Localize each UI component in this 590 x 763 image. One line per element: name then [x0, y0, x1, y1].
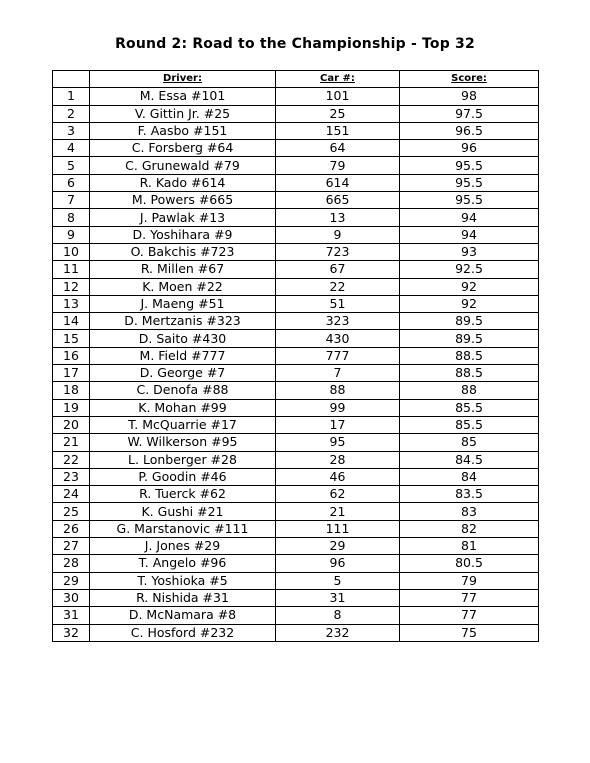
table-row	[53, 520, 539, 537]
car-number-cell: 25	[276, 105, 400, 122]
driver-cell: J. Maeng #51	[90, 295, 276, 312]
score-cell: 94	[400, 226, 539, 243]
rank-cell: 4	[53, 140, 90, 157]
driver-column-header: Driver:	[90, 71, 276, 88]
car-number-cell: 13	[276, 209, 400, 226]
car-number-cell: 5	[276, 572, 400, 589]
score-cell: 94	[400, 209, 539, 226]
car-number-cell: 67	[276, 261, 400, 278]
car-number-cell: 101	[276, 88, 400, 105]
table-row	[53, 555, 539, 572]
table-row	[53, 243, 539, 260]
table-row	[53, 174, 539, 191]
car-number-cell: 96	[276, 555, 400, 572]
driver-cell: K. Mohan #99	[90, 399, 276, 416]
rank-cell: 6	[53, 174, 90, 191]
rank-cell: 10	[53, 243, 90, 260]
rank-cell: 32	[53, 624, 90, 641]
rank-cell: 16	[53, 347, 90, 364]
rank-cell: 25	[53, 503, 90, 520]
table-row	[53, 140, 539, 157]
car-number-cell: 8	[276, 607, 400, 624]
table-row	[53, 261, 539, 278]
score-cell: 89.5	[400, 313, 539, 330]
car-number-cell: 46	[276, 468, 400, 485]
rank-cell: 2	[53, 105, 90, 122]
page-title: Round 2: Road to the Championship - Top 32	[115, 36, 475, 52]
driver-cell: J. Jones #29	[90, 538, 276, 555]
driver-cell: R. Tuerck #62	[90, 486, 276, 503]
car-number-column-header: Car #:	[276, 71, 400, 88]
table-row	[53, 572, 539, 589]
driver-cell: T. Yoshioka #5	[90, 572, 276, 589]
driver-cell: K. Moen #22	[90, 278, 276, 295]
driver-cell: D. George #7	[90, 365, 276, 382]
score-cell: 82	[400, 520, 539, 537]
table-row	[53, 209, 539, 226]
car-number-cell: 64	[276, 140, 400, 157]
driver-cell: C. Hosford #232	[90, 624, 276, 641]
car-number-cell: 430	[276, 330, 400, 347]
score-cell: 96	[400, 140, 539, 157]
driver-cell: M. Field #777	[90, 347, 276, 364]
driver-cell: V. Gittin Jr. #25	[90, 105, 276, 122]
rank-cell: 29	[53, 572, 90, 589]
score-cell: 95.5	[400, 174, 539, 191]
rank-cell: 23	[53, 468, 90, 485]
score-cell: 84.5	[400, 451, 539, 468]
table-row	[53, 382, 539, 399]
rank-cell: 14	[53, 313, 90, 330]
score-cell: 97.5	[400, 105, 539, 122]
table-row	[53, 451, 539, 468]
table-row	[53, 88, 539, 105]
table-row	[53, 313, 539, 330]
driver-cell: G. Marstanovic #111	[90, 520, 276, 537]
score-cell: 98	[400, 88, 539, 105]
rank-cell: 13	[53, 295, 90, 312]
driver-cell: P. Goodin #46	[90, 468, 276, 485]
score-cell: 88.5	[400, 365, 539, 382]
rank-column-header	[53, 71, 90, 88]
rank-cell: 24	[53, 486, 90, 503]
rank-cell: 5	[53, 157, 90, 174]
rank-cell: 27	[53, 538, 90, 555]
car-number-cell: 99	[276, 399, 400, 416]
rank-cell: 21	[53, 434, 90, 451]
rank-cell: 26	[53, 520, 90, 537]
results-body	[53, 88, 539, 642]
score-cell: 85	[400, 434, 539, 451]
score-cell: 92.5	[400, 261, 539, 278]
score-cell: 81	[400, 538, 539, 555]
rank-cell: 22	[53, 451, 90, 468]
car-number-cell: 88	[276, 382, 400, 399]
car-number-cell: 21	[276, 503, 400, 520]
table-row	[53, 607, 539, 624]
score-cell: 88	[400, 382, 539, 399]
car-number-cell: 28	[276, 451, 400, 468]
table-row	[53, 157, 539, 174]
driver-cell: C. Forsberg #64	[90, 140, 276, 157]
driver-cell: C. Grunewald #79	[90, 157, 276, 174]
score-cell: 79	[400, 572, 539, 589]
score-cell: 93	[400, 243, 539, 260]
driver-cell: O. Bakchis #723	[90, 243, 276, 260]
car-number-cell: 9	[276, 226, 400, 243]
driver-cell: M. Essa #101	[90, 88, 276, 105]
table-row	[53, 330, 539, 347]
rank-cell: 1	[53, 88, 90, 105]
score-cell: 77	[400, 589, 539, 606]
score-cell: 77	[400, 607, 539, 624]
driver-cell: W. Wilkerson #95	[90, 434, 276, 451]
rank-cell: 3	[53, 122, 90, 139]
table-row	[53, 589, 539, 606]
driver-cell: M. Powers #665	[90, 192, 276, 209]
score-cell: 95.5	[400, 157, 539, 174]
rank-cell: 11	[53, 261, 90, 278]
table-row	[53, 624, 539, 641]
table-row	[53, 503, 539, 520]
car-number-cell: 51	[276, 295, 400, 312]
table-row	[53, 295, 539, 312]
score-cell: 88.5	[400, 347, 539, 364]
car-number-cell: 111	[276, 520, 400, 537]
rank-cell: 19	[53, 399, 90, 416]
rank-cell: 20	[53, 416, 90, 433]
rank-cell: 7	[53, 192, 90, 209]
table-row	[53, 486, 539, 503]
driver-cell: K. Gushi #21	[90, 503, 276, 520]
car-number-cell: 22	[276, 278, 400, 295]
score-cell: 83.5	[400, 486, 539, 503]
score-cell: 85.5	[400, 399, 539, 416]
score-cell: 83	[400, 503, 539, 520]
table-row	[53, 278, 539, 295]
score-cell: 85.5	[400, 416, 539, 433]
score-cell: 80.5	[400, 555, 539, 572]
table-row	[53, 192, 539, 209]
car-number-cell: 232	[276, 624, 400, 641]
score-cell: 96.5	[400, 122, 539, 139]
rank-cell: 15	[53, 330, 90, 347]
rank-cell: 9	[53, 226, 90, 243]
driver-cell: C. Denofa #88	[90, 382, 276, 399]
car-number-cell: 79	[276, 157, 400, 174]
rank-cell: 17	[53, 365, 90, 382]
car-number-cell: 95	[276, 434, 400, 451]
car-number-cell: 723	[276, 243, 400, 260]
score-cell: 84	[400, 468, 539, 485]
table-row	[53, 226, 539, 243]
table-row	[53, 416, 539, 433]
table-row	[53, 434, 539, 451]
car-number-cell: 323	[276, 313, 400, 330]
score-cell: 75	[400, 624, 539, 641]
table-header-row	[53, 71, 539, 88]
car-number-cell: 17	[276, 416, 400, 433]
rank-cell: 18	[53, 382, 90, 399]
car-number-cell: 151	[276, 122, 400, 139]
driver-cell: D. Yoshihara #9	[90, 226, 276, 243]
score-cell: 92	[400, 278, 539, 295]
table-row	[53, 468, 539, 485]
rank-cell: 8	[53, 209, 90, 226]
results-table	[52, 70, 539, 642]
driver-cell: D. Mertzanis #323	[90, 313, 276, 330]
rank-cell: 12	[53, 278, 90, 295]
table-row	[53, 105, 539, 122]
driver-cell: T. McQuarrie #17	[90, 416, 276, 433]
driver-cell: R. Nishida #31	[90, 589, 276, 606]
driver-cell: L. Lonberger #28	[90, 451, 276, 468]
score-column-header: Score:	[400, 71, 539, 88]
car-number-cell: 29	[276, 538, 400, 555]
driver-cell: R. Kado #614	[90, 174, 276, 191]
driver-cell: J. Pawlak #13	[90, 209, 276, 226]
score-cell: 89.5	[400, 330, 539, 347]
table-row	[53, 347, 539, 364]
score-cell: 95.5	[400, 192, 539, 209]
car-number-cell: 614	[276, 174, 400, 191]
car-number-cell: 777	[276, 347, 400, 364]
score-cell: 92	[400, 295, 539, 312]
table-row	[53, 122, 539, 139]
rank-cell: 30	[53, 589, 90, 606]
table-row	[53, 538, 539, 555]
table-row	[53, 399, 539, 416]
rank-cell: 31	[53, 607, 90, 624]
table-row	[53, 365, 539, 382]
driver-cell: D. Saito #430	[90, 330, 276, 347]
car-number-cell: 665	[276, 192, 400, 209]
car-number-cell: 7	[276, 365, 400, 382]
driver-cell: T. Angelo #96	[90, 555, 276, 572]
car-number-cell: 31	[276, 589, 400, 606]
driver-cell: F. Aasbo #151	[90, 122, 276, 139]
driver-cell: R. Millen #67	[90, 261, 276, 278]
rank-cell: 28	[53, 555, 90, 572]
driver-cell: D. McNamara #8	[90, 607, 276, 624]
car-number-cell: 62	[276, 486, 400, 503]
